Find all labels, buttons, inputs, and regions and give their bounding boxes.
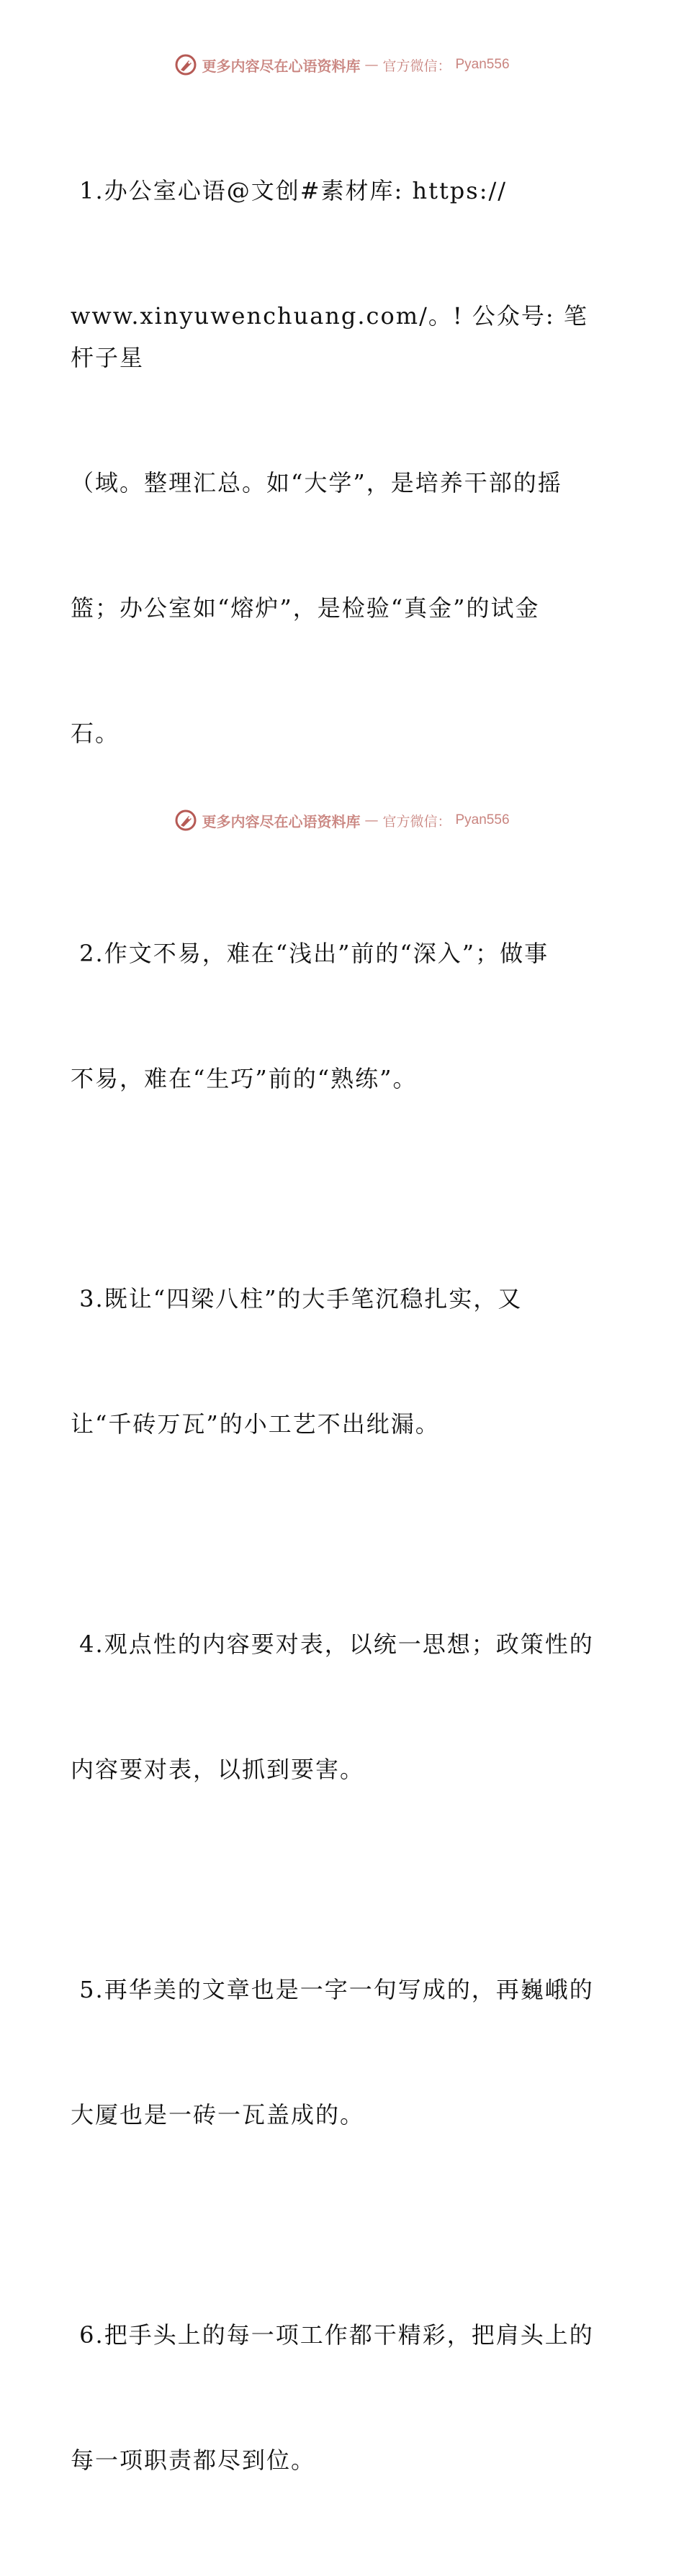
banner-account: Pyan556: [455, 57, 510, 72]
paragraph-6: [71, 2231, 603, 2564]
paragraph-line: 2.作文不易，难在“浅出”前的“深入”；做事: [71, 940, 549, 967]
banner-account: Pyan556: [455, 812, 510, 827]
footer-banner: [0, 806, 684, 835]
paragraph-line: 不易，难在“生巧”前的“熟练”。: [71, 1065, 418, 1092]
paragraph-line: 篮；办公室如“熔炉”，是检验“真金”的试金: [71, 594, 540, 622]
banner-site-text: 更多内容尽在心语资料库: [202, 812, 361, 830]
paragraph-5: [71, 1885, 603, 2219]
paragraph-2: [71, 849, 603, 1183]
paragraph-line: 大厦也是一砖一瓦盖成的。: [71, 2101, 365, 2128]
paragraph-line: 石。: [71, 720, 120, 747]
paragraph-4: [71, 1540, 603, 1874]
paragraph-line: 让“千砖万瓦”的小工艺不出纰漏。: [71, 1410, 440, 1438]
paragraph-line: 内容要对表，以抓到要害。: [71, 1756, 365, 1783]
paragraph-line: www.xinyuwenchuang.com/。! 公众号: 笔杆子星: [71, 302, 588, 371]
pen-nib-logo-icon: [174, 53, 197, 76]
banner-official-label: 官方微信：: [382, 58, 451, 74]
paragraph-line: 5.再华美的文章也是一字一句写成的，再巍峨的: [71, 1976, 594, 2003]
paragraph-line: 4.观点性的内容要对表，以统一思想；政策性的: [71, 1631, 594, 1658]
banner-official-label: 官方微信：: [382, 813, 451, 830]
pen-nib-logo-icon: [174, 809, 197, 832]
paragraph-line: 6.把手头上的每一项工作都干精彩，把肩头上的: [71, 2321, 594, 2349]
paragraph-line: （域。整理汇总。如“大学”，是培养干部的摇: [71, 469, 562, 496]
paragraph-line: 3.既让“四梁八柱”的大手笔沉稳扎实，又: [71, 1285, 523, 1312]
paragraph-3: [71, 1194, 603, 1528]
paragraph-1: [71, 86, 603, 838]
banner-site-text: 更多内容尽在心语资料库: [202, 57, 361, 75]
banner-dash: —: [364, 812, 379, 828]
banner-dash: —: [364, 57, 379, 73]
paragraph-line: 1.办公室心语@文创#素材库: https://: [71, 177, 508, 204]
header-banner: [0, 50, 684, 79]
paragraph-line: 每一项职责都尽到位。: [71, 2446, 316, 2474]
document-body: [71, 86, 603, 2576]
